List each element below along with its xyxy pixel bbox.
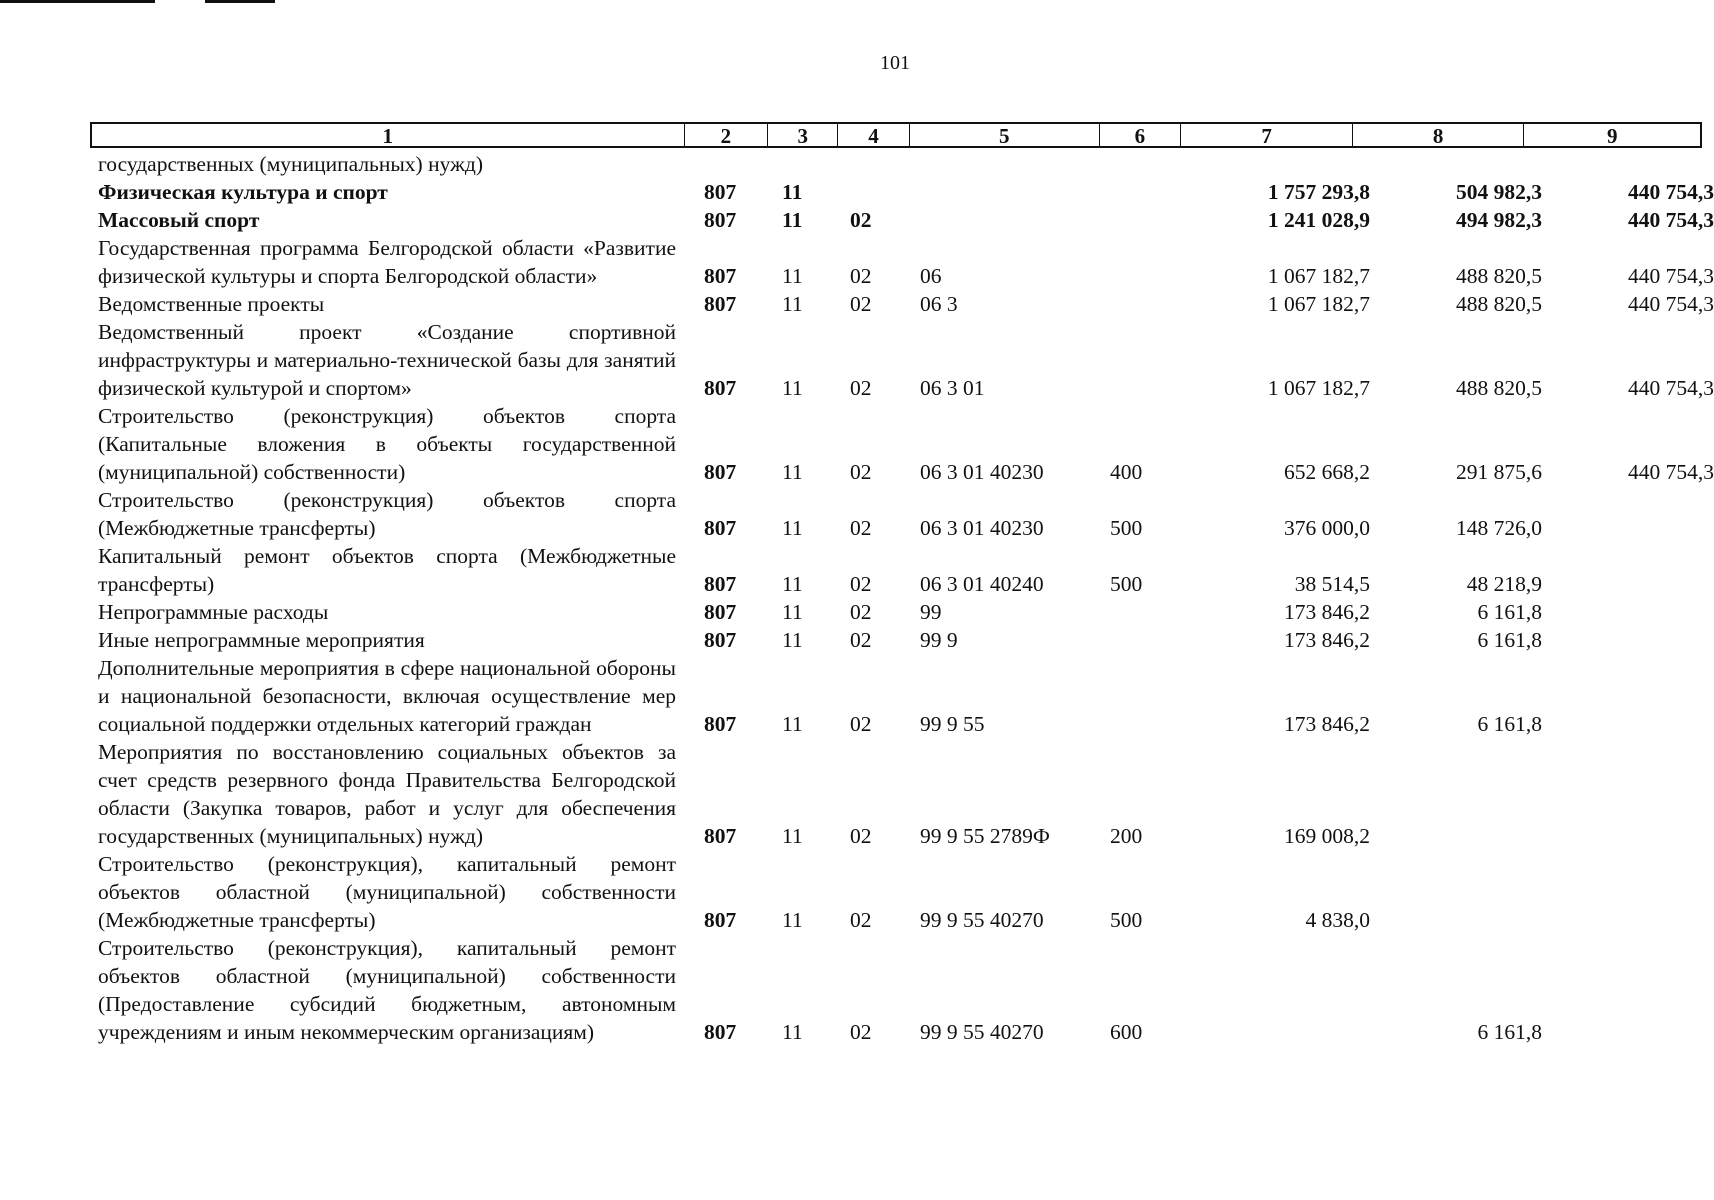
header-col-9: 9 bbox=[1606, 124, 1618, 148]
cell-sum-1: 1 067 182,7 bbox=[1267, 292, 1370, 316]
cell-subsection: 02 bbox=[850, 516, 872, 540]
header-col-2: 2 bbox=[685, 124, 769, 146]
table-row bbox=[0, 626, 1714, 654]
header-col-3: 3 bbox=[768, 124, 838, 146]
cell-sum-2: 6 161,8 bbox=[1477, 600, 1542, 624]
row-name: Капитальный ремонт объектов спорта (Межбюджетные трансферты) bbox=[98, 544, 676, 596]
cell-target-article: 99 bbox=[920, 600, 942, 624]
cell-sum-3: 440 754,3 bbox=[1628, 208, 1714, 232]
row-name: государственных (муниципальных) нужд) bbox=[98, 152, 484, 176]
cell-sum-1: 1 067 182,7 bbox=[1267, 376, 1370, 400]
cell-sum-1: 169 008,2 bbox=[1284, 824, 1370, 848]
table-header bbox=[90, 122, 1702, 148]
cell-section: 11 bbox=[782, 908, 803, 932]
cell-subsection: 02 bbox=[850, 460, 872, 484]
cell-section: 11 bbox=[782, 600, 803, 624]
cell-section: 11 bbox=[782, 208, 803, 232]
cell-expense-type: 500 bbox=[1110, 908, 1143, 932]
cell-sum-2: 488 820,5 bbox=[1456, 376, 1542, 400]
table-body bbox=[0, 150, 1714, 1046]
cell-subsection: 02 bbox=[850, 824, 872, 848]
cell-section: 11 bbox=[782, 180, 803, 204]
cell-section: 11 bbox=[782, 292, 803, 316]
cell-target-article: 99 9 55 40270 bbox=[920, 908, 1044, 932]
table-row bbox=[0, 598, 1714, 626]
cell-admin: 807 bbox=[704, 376, 737, 400]
cell-expense-type: 500 bbox=[1110, 516, 1143, 540]
cell-subsection: 02 bbox=[850, 628, 872, 652]
cell-expense-type: 400 bbox=[1110, 460, 1143, 484]
cell-subsection: 02 bbox=[850, 908, 872, 932]
cell-section: 11 bbox=[782, 516, 803, 540]
table-row bbox=[0, 850, 1714, 934]
row-name: Государственная программа Белгородской области «Развитие физической культуры и спорта Белгородской области» bbox=[98, 236, 676, 288]
row-name: Ведомственный проект «Создание спортивной инфраструктуры и материально-технической базы для занятий физической культурой и спортом» bbox=[98, 320, 676, 400]
header-col-7: 7 bbox=[1181, 124, 1353, 146]
cell-sum-2: 488 820,5 bbox=[1456, 292, 1542, 316]
table-row bbox=[0, 234, 1714, 290]
cell-sum-2: 504 982,3 bbox=[1456, 180, 1542, 204]
header-col-1: 1 bbox=[92, 124, 685, 146]
cell-admin: 807 bbox=[704, 712, 737, 736]
cell-expense-type: 200 bbox=[1110, 824, 1143, 848]
cell-section: 11 bbox=[782, 824, 803, 848]
cell-target-article: 06 3 01 40230 bbox=[920, 460, 1044, 484]
cell-sum-2: 6 161,8 bbox=[1477, 712, 1542, 736]
table-row bbox=[0, 318, 1714, 402]
cell-section: 11 bbox=[782, 712, 803, 736]
cell-subsection: 02 bbox=[850, 572, 872, 596]
cell-admin: 807 bbox=[704, 824, 737, 848]
scan-top-line bbox=[205, 0, 275, 3]
header-col-6: 6 bbox=[1100, 124, 1182, 146]
table-row bbox=[0, 206, 1714, 234]
cell-section: 11 bbox=[782, 460, 803, 484]
cell-section: 11 bbox=[782, 264, 803, 288]
cell-sum-3: 440 754,3 bbox=[1628, 292, 1714, 316]
cell-admin: 807 bbox=[704, 292, 737, 316]
cell-admin: 807 bbox=[704, 600, 737, 624]
page-number: 101 bbox=[880, 52, 910, 74]
cell-section: 11 bbox=[782, 376, 803, 400]
cell-subsection: 02 bbox=[850, 264, 872, 288]
row-name: Ведомственные проекты bbox=[98, 292, 325, 316]
cell-sum-2: 148 726,0 bbox=[1456, 516, 1542, 540]
cell-sum-2: 6 161,8 bbox=[1477, 628, 1542, 652]
cell-target-article: 99 9 bbox=[920, 628, 958, 652]
table-row bbox=[0, 290, 1714, 318]
cell-sum-1: 1 241 028,9 bbox=[1267, 208, 1370, 232]
row-name: Иные непрограммные мероприятия bbox=[98, 628, 425, 652]
cell-sum-2: 488 820,5 bbox=[1456, 264, 1542, 288]
cell-section: 11 bbox=[782, 628, 803, 652]
row-name: Строительство (реконструкция), капитальный ремонт объектов областной (муниципальной) собственности (Предоставление субсидий бюджетным, автономным учреждениям и иным некоммерческим организациям) bbox=[98, 936, 676, 1044]
cell-subsection: 02 bbox=[850, 1020, 872, 1044]
cell-sum-1: 38 514,5 bbox=[1294, 572, 1370, 596]
cell-admin: 807 bbox=[704, 572, 737, 596]
cell-subsection: 02 bbox=[850, 376, 872, 400]
row-name: Непрограммные расходы bbox=[98, 600, 329, 624]
cell-target-article: 06 3 01 40240 bbox=[920, 572, 1044, 596]
cell-admin: 807 bbox=[704, 628, 737, 652]
row-name: Массовый спорт bbox=[98, 208, 260, 232]
cell-target-article: 99 9 55 40270 bbox=[920, 1020, 1044, 1044]
table-row bbox=[0, 486, 1714, 542]
cell-subsection: 02 bbox=[850, 600, 872, 624]
cell-sum-2: 6 161,8 bbox=[1477, 1020, 1542, 1044]
cell-sum-1: 1 067 182,7 bbox=[1267, 264, 1370, 288]
cell-target-article: 06 bbox=[920, 264, 942, 288]
row-name: Дополнительные мероприятия в сфере национальной обороны и национальной безопасности, включая осуществление мер социальной поддержки отдельных категорий граждан bbox=[98, 656, 676, 736]
table-row bbox=[0, 738, 1714, 850]
cell-sum-1: 4 838,0 bbox=[1305, 908, 1370, 932]
table-row bbox=[0, 934, 1714, 1046]
scan-top-line bbox=[0, 0, 155, 3]
cell-section: 11 bbox=[782, 572, 803, 596]
row-name: Строительство (реконструкция) объектов спорта (Межбюджетные трансферты) bbox=[98, 488, 676, 540]
table-row bbox=[0, 150, 1714, 178]
header-col-8: 8 bbox=[1353, 124, 1525, 146]
cell-target-article: 06 3 bbox=[920, 292, 958, 316]
cell-target-article: 99 9 55 bbox=[920, 712, 985, 736]
cell-sum-3: 440 754,3 bbox=[1628, 460, 1714, 484]
cell-subsection: 02 bbox=[850, 208, 872, 232]
row-name: Строительство (реконструкция), капитальный ремонт объектов областной (муниципальной) собственности (Межбюджетные трансферты) bbox=[98, 852, 676, 932]
cell-sum-3: 440 754,3 bbox=[1628, 180, 1714, 204]
cell-sum-1: 173 846,2 bbox=[1284, 712, 1370, 736]
cell-target-article: 06 3 01 40230 bbox=[920, 516, 1044, 540]
cell-subsection: 02 bbox=[850, 292, 872, 316]
header-col-5: 5 bbox=[910, 124, 1100, 146]
cell-expense-type: 500 bbox=[1110, 572, 1143, 596]
cell-sum-3: 440 754,3 bbox=[1628, 376, 1714, 400]
row-name: Мероприятия по восстановлению социальных объектов за счет средств резервного фонда Правительства Белгородской области (Закупка товаров, работ и услуг для обеспечения государственных (муниципальных) нужд) bbox=[98, 740, 676, 848]
table-row bbox=[0, 542, 1714, 598]
cell-admin: 807 bbox=[704, 180, 737, 204]
cell-sum-3: 440 754,3 bbox=[1628, 264, 1714, 288]
cell-sum-2: 291 875,6 bbox=[1456, 460, 1542, 484]
cell-subsection: 02 bbox=[850, 712, 872, 736]
cell-sum-1: 173 846,2 bbox=[1284, 600, 1370, 624]
table-row bbox=[0, 178, 1714, 206]
cell-sum-1: 376 000,0 bbox=[1284, 516, 1370, 540]
cell-admin: 807 bbox=[704, 264, 737, 288]
cell-sum-2: 494 982,3 bbox=[1456, 208, 1542, 232]
header-col-4: 4 bbox=[838, 124, 910, 146]
row-name: Строительство (реконструкция) объектов спорта (Капитальные вложения в объекты государственной (муниципальной) собственности) bbox=[98, 404, 676, 484]
cell-expense-type: 600 bbox=[1110, 1020, 1143, 1044]
cell-target-article: 06 3 01 bbox=[920, 376, 985, 400]
cell-sum-1: 173 846,2 bbox=[1284, 628, 1370, 652]
cell-admin: 807 bbox=[704, 1020, 737, 1044]
row-name: Физическая культура и спорт bbox=[98, 180, 388, 204]
cell-admin: 807 bbox=[704, 516, 737, 540]
cell-sum-2: 48 218,9 bbox=[1466, 572, 1542, 596]
cell-target-article: 99 9 55 2789Ф bbox=[920, 824, 1050, 848]
table-row bbox=[0, 654, 1714, 738]
cell-sum-1: 1 757 293,8 bbox=[1267, 180, 1370, 204]
table-row bbox=[0, 402, 1714, 486]
cell-admin: 807 bbox=[704, 908, 737, 932]
cell-admin: 807 bbox=[704, 208, 737, 232]
cell-admin: 807 bbox=[704, 460, 737, 484]
cell-sum-1: 652 668,2 bbox=[1284, 460, 1370, 484]
cell-section: 11 bbox=[782, 1020, 803, 1044]
